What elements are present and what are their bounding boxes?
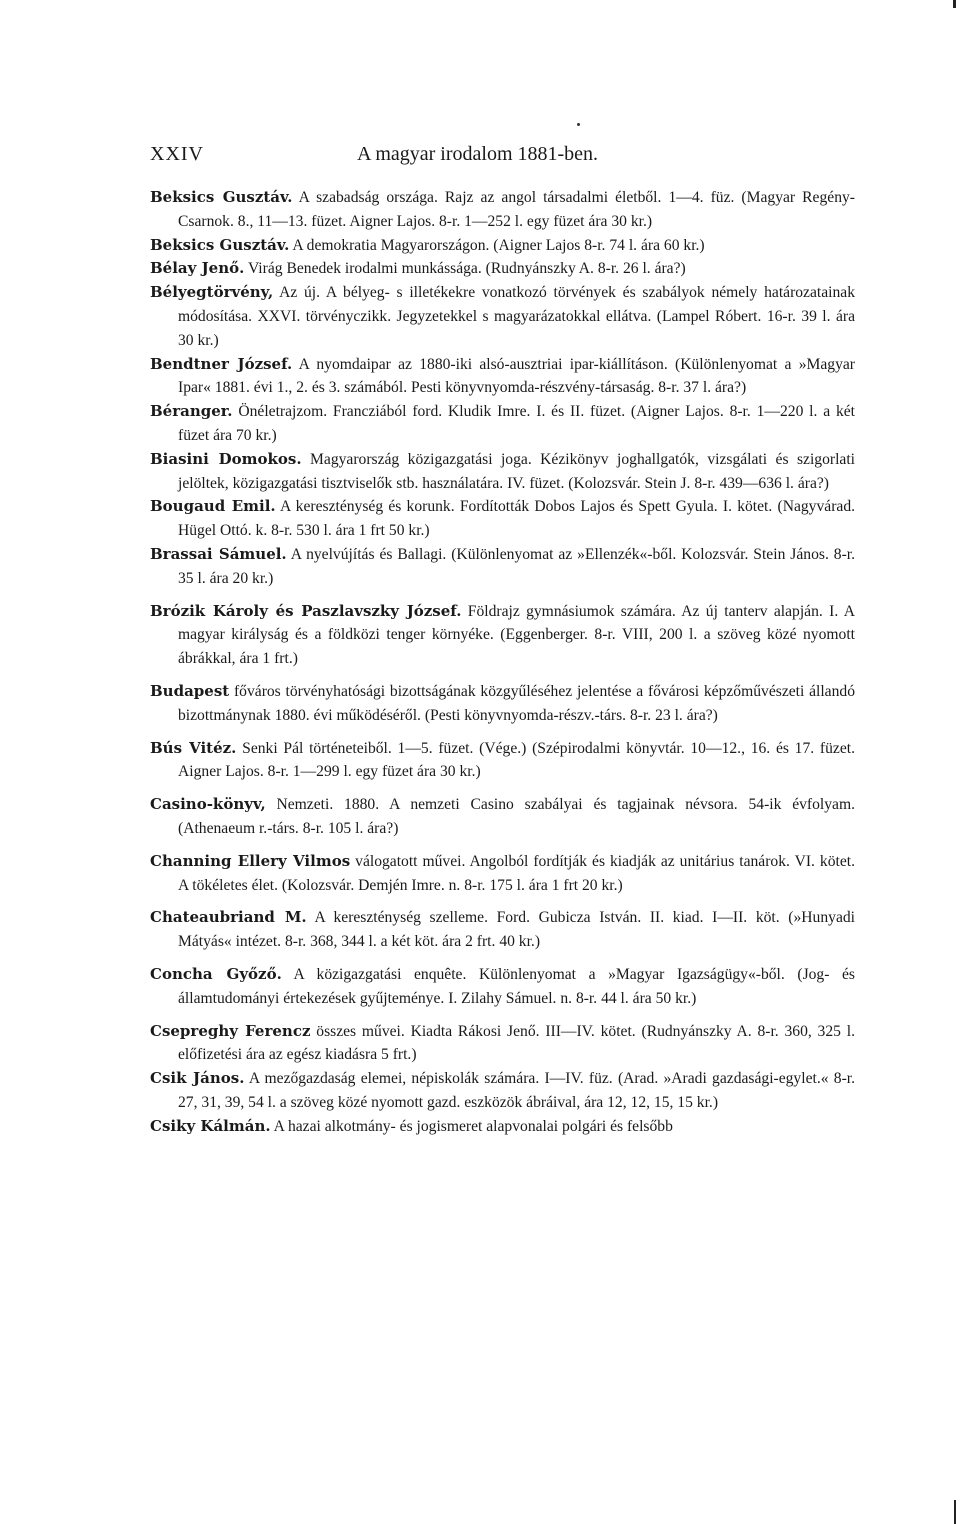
entry-text: A kereszténység szelleme. Ford. Gubicza István. II. kiad. I—II. köt. (»Hunyadi Mátyás« intézet. 8-r. 368, 344 l. a két köt. ára 2 frt. 40 kr.) (178, 909, 855, 951)
bibliography-entry (150, 963, 855, 1011)
entry-text: A kereszténység és korunk. Fordították Dobos Lajos és Spett Gyula. I. kötet. (Nagyvárad. Hügel Ottó. k. 8-r. 530 l. ára 1 frt 50 kr.) (178, 498, 856, 540)
entry-author: Channing Ellery Vilmos (150, 851, 351, 870)
bibliography-entry (150, 448, 855, 496)
entry-author: Csepreghy Ferencz (150, 1021, 311, 1040)
bibliography-entry (150, 1067, 855, 1115)
entry-author: Beksics Gusztáv. (150, 235, 290, 254)
entry-text: A mezőgazdaság elemei, népiskolák számára. I—IV. füz. (Arad. »Aradi gazdasági-egylet.« 8-r. 27, 31, 39, 54 l. a szöveg közé nyomott gazd. eszközök ábráival, ára 12, 12, 15, 15 kr.) (178, 1070, 855, 1111)
entry-author: Bélay Jenő. (150, 259, 245, 278)
scan-edge-mark (954, 1500, 956, 1524)
bibliography-entry (150, 600, 855, 671)
entry-author: Bús Vitéz. (150, 738, 237, 757)
bibliography-entry (150, 737, 855, 785)
bibliography-list (150, 186, 855, 1138)
entry-author: Biasini Domokos. (150, 449, 302, 468)
bibliography-entry (150, 1115, 855, 1139)
entry-author: Bélyegtörvény, (150, 283, 274, 302)
bibliography-entry (150, 495, 855, 543)
entry-author: Csiky Kálmán. (150, 1116, 271, 1135)
entry-text: Nemzeti. 1880. A nemzeti Casino szabályai és tagjainak névsora. 54-ik évfolyam. (Athenaeum r.-társ. 8-r. 105 l. ára?) (178, 796, 855, 837)
entry-author: Beksics Gusztáv. (150, 188, 293, 206)
entry-text: A szabadság országa. Rajz az angol társadalmi életből. 1—4. füz. (Magyar Regény-Csarnok. 8., 11—13. füzet. Aigner Lajos. 8-r. 1—252 l. egy füzet ára 30 kr.) (178, 189, 855, 230)
entry-text: válogatott művei. Angolból fordítják és kiadják az unitárius tanárok. VI. kötet. A tökéletes élet. (Kolozsvár. Demjén Imre. n. 8-r. 175 l. ára 1 frt 20 kr.) (178, 852, 855, 894)
entry-author: Béranger. (150, 402, 233, 421)
entry-author: Casino-könyv, (150, 795, 266, 814)
entry-text: Az új. A bélyeg- s illetékekre vonatkozó törvények és szabályok némely határozatainak módosítása. XXVI. törvényczikk. Jegyzetekkel s magyarázatokkal ellátva. (Lampel Róbert. 16-r. 39 l. ára 30 kr.) (178, 284, 856, 349)
entry-text: Virág Benedek irodalmi munkássága. (Rudnyánszky A. 8-r. 26 l. ára?) (247, 260, 686, 278)
entry-text: főváros törvényhatósági bizottságának közgyűléséhez jelentése a fővárosi képzőművészeti állandó bizottmánynak 1880. évi működéséről. (Pesti könyvnyomda-részv.-társ. 8-r. 23 l. ára?) (178, 682, 855, 724)
bibliography-entry (150, 400, 855, 448)
entry-text: A demokratia Magyarországon. (Aigner Lajos 8-r. 74 l. ára 60 kr.) (292, 236, 705, 254)
page-number: XXIV (150, 143, 204, 165)
bibliography-entry (150, 680, 855, 728)
bibliography-entry (150, 793, 855, 841)
entry-author: Concha Győző. (150, 964, 282, 983)
entry-text: A hazai alkotmány- és jogismeret alapvonalai polgári és felsőbb (273, 1117, 673, 1135)
entry-text: A nyomdaipar az 1880-iki alsó-ausztriai ipar-kiállításon. (Különlenyomat a »Magyar Ipar« 1881. évi 1., 2. és 3. számából. Pesti könyvnyomda-részvény-társaság. 8-r. 37 l. ára?) (178, 355, 855, 397)
entry-author: Brózik Károly és Paszlavszky József. (150, 601, 462, 620)
entry-text: A nyelvújítás és Ballagi. (Különlenyomat az »Ellenzék«-ből. Kolozsvár. Stein János. 8-r. 35 l. ára 20 kr.) (178, 545, 855, 587)
bibliography-entry (150, 234, 855, 258)
entry-author: Budapest (150, 681, 230, 700)
running-title: A magyar irodalom 1881-ben. (357, 143, 599, 165)
bibliography-entry (150, 1020, 855, 1068)
entry-text: Önéletrajzom. Francziából ford. Kludik Imre. I. és II. füzet. (Aigner Lajos. 8-r. 1—220 l. a két füzet ára 70 kr.) (178, 403, 855, 444)
bibliography-entry (150, 353, 855, 401)
entry-author: Csik János. (150, 1069, 245, 1088)
entry-text: Magyarország közigazgatási joga. Kézikönyv joghallgatók, vizsgálati és szigorlati jelöltek, közigazgatási tisztviselők stb. használatára. IV. füzet. (Kolozsvár. Stein J. 8-r. 439—636 l. ára?) (178, 450, 855, 492)
entry-author: Chateaubriand M. (150, 908, 307, 927)
entry-text: Senki Pál történeteiből. 1—5. füzet. (Vége.) (Szépirodalmi könyvtár. 10—12., 16. és 17. füzet. Aigner Lajos. 8-r. 1—299 l. egy füzet ára 30 kr.) (178, 739, 855, 781)
scan-edge-mark (953, 0, 956, 8)
scan-speck (577, 123, 580, 126)
bibliography-entry (150, 281, 855, 352)
entry-text: Földrajz gymnásiumok számára. Az új tanterv alapján. I. A magyar királyság és a földközi tenger környéke. (Eggenberger. 8-r. VIII, 200 l. a szöveg közé nyomott ábrákkal, ára 1 frt.) (178, 602, 855, 668)
entry-author: Bendtner József. (150, 354, 293, 373)
page-header (150, 143, 890, 173)
bibliography-entry (150, 186, 855, 234)
entry-author: Bougaud Emil. (150, 497, 276, 516)
bibliography-entry (150, 543, 855, 591)
entry-author: Brassai Sámuel. (150, 544, 287, 563)
bibliography-entry (150, 257, 855, 281)
entry-text: A közigazgatási enquête. Különlenyomat a »Magyar Igazságügy«-ből. (Jog- és államtudományi értekezések gyűjteménye. I. Zilahy Sámuel. n. 8-r. 44 l. ára 50 kr.) (178, 965, 856, 1007)
entry-text: összes művei. Kiadta Rákosi Jenő. III—IV. kötet. (Rudnyánszky A. 8-r. 360, 325 l. előfizetési ára az egész kiadásra 5 frt.) (178, 1022, 855, 1064)
bibliography-entry (150, 906, 855, 954)
bibliography-entry (150, 850, 855, 898)
